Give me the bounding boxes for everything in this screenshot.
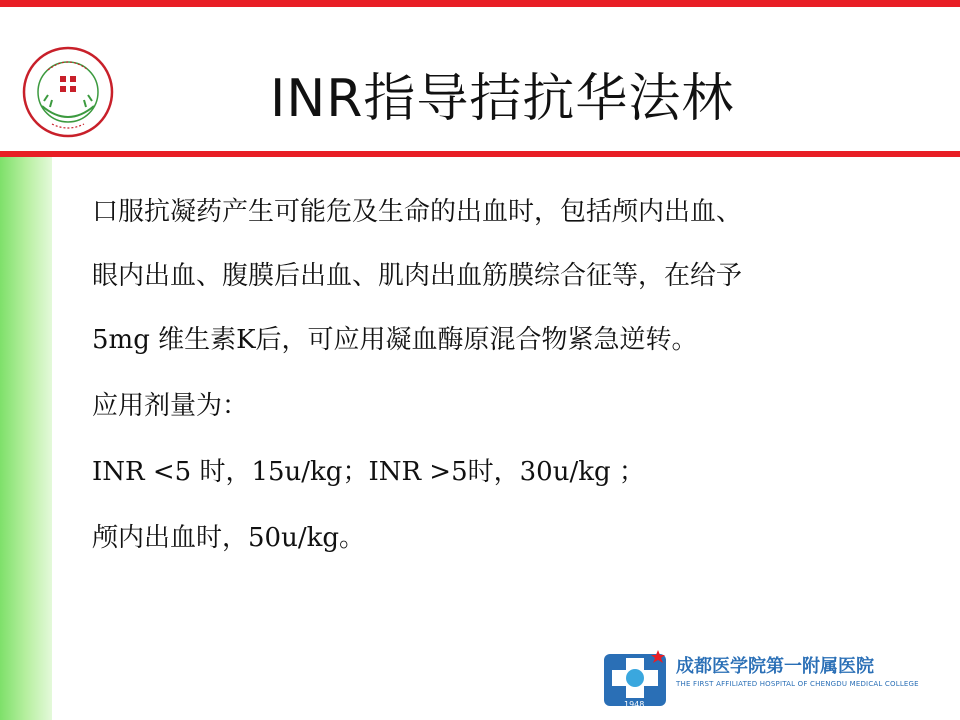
footer-year: 1948 — [624, 700, 645, 709]
footer-hospital-name: 成都医学院第一附属医院 — [676, 656, 874, 677]
footer-hospital-english: THE FIRST AFFILIATED HOSPITAL OF CHENGDU MEDICAL COLLEGE — [676, 680, 919, 688]
slide-body — [92, 183, 932, 567]
body-line-1: 口服抗凝药产生可能危及生命的出血时，包括颅内出血、 — [92, 197, 743, 227]
body-line-3: 5mg 维生素K后，可应用凝血酶原混合物紧急逆转。 — [92, 325, 698, 355]
body-line-5: INR <5 时，15u/kg；INR >5时，30u/kg ； — [92, 457, 645, 487]
body-line-6: 颅内出血时，50u/kg。 — [92, 523, 365, 553]
body-line-2: 眼内出血、腹膜后出血、肌肉出血筋膜综合征等，在给予 — [92, 261, 743, 291]
hospital-seal-logo — [22, 46, 114, 138]
top-accent-bar — [0, 0, 960, 7]
slide-title: INR指导拮抗华法林 — [270, 69, 735, 129]
title-divider — [0, 151, 960, 157]
body-line-4: 应用剂量为： — [92, 391, 249, 421]
left-green-band — [0, 157, 52, 720]
